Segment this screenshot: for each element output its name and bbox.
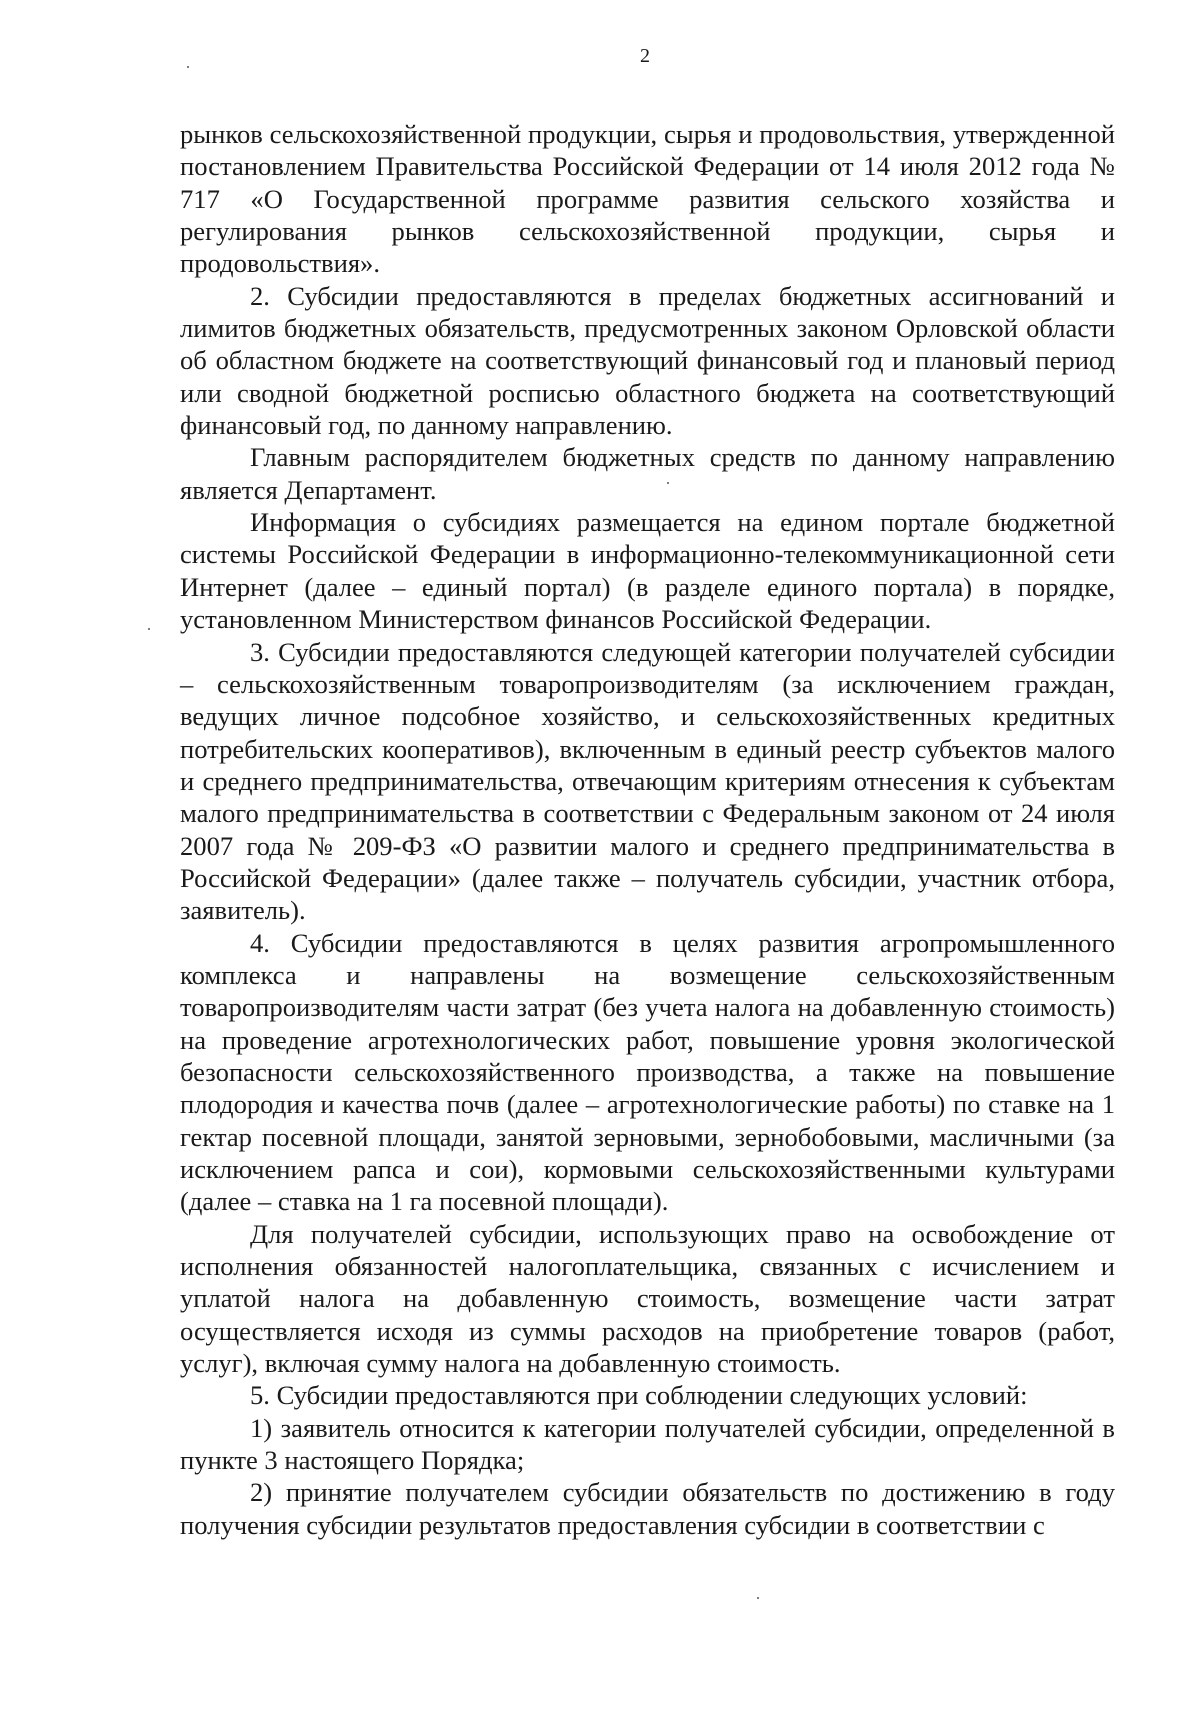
paragraph-continuation: рынков сельскохозяйственной продукции, сырья и продовольствия, утвержденной постановлением Правительства Российской Федерации от 14 июля 2012 года № 717 «О Государственной программе развития сельского хозяйства и регулирования рынков сельскохозяйственной продукции, сырья и продовольствия». [180,119,1115,279]
scan-speck [187,66,189,68]
scan-speck [667,482,669,484]
paragraph-item-5: 5. Субсидии предоставляются при соблюдении следующих условий: [250,1380,1028,1411]
scan-speck [148,628,150,630]
scan-speck [757,1597,759,1599]
document-body [180,118,1115,1541]
paragraph-item-3: 3. Субсидии предоставляются следующей категории получателей субсидии – сельскохозяйственным товаропроизводителям (за исключением граждан, ведущих личное подсобное хозяйство, и сельскохозяйственных кредитных потребительских кооперативов), включенным в единый реестр субъектов малого и среднего предпринимательства, отвечающим критериям отнесения к субъектам малого предпринимательства в соответствии с Федеральным законом от 24 июля 2007 года № 209-ФЗ «О развитии малого и среднего предпринимательства в Российской Федерации» (далее также – получатель субсидии, участник отбора, заявитель). [180,636,1115,926]
paragraph-condition-1: 1) заявитель относится к категории получателей субсидии, определенной в пункте 3 настоящего Порядка; [180,1412,1115,1476]
paragraph-portal-information: Информация о субсидиях размещается на едином портале бюджетной системы Российской Федерации в информационно-телекоммуникационной сети Интернет (далее – единый портал) (в разделе единого портала) в порядке, установленном Министерством финансов Российской Федерации. [180,507,1115,635]
paragraph-vat-exemption: Для получателей субсидии, использующих право на освобождение от исполнения обязанностей налогоплательщика, связанных с исчислением и уплатой налога на добавленную стоимость, возмещение части затрат осуществляется исходя из суммы расходов на приобретение товаров (работ, услуг), включая сумму налога на добавленную стоимость. [180,1218,1115,1379]
page-number: 2 [640,45,650,67]
paragraph-condition-2: 2) принятие получателем субсидии обязательств по достижению в году получения субсидии результатов предоставления субсидии в соответствии с [180,1477,1115,1540]
paragraph-main-administrator: Главным распорядителем бюджетных средств по данному направлению является Департамент. [180,442,1115,505]
paragraph-item-4: 4. Субсидии предоставляются в целях развития агропромышленного комплекса и направлены на возмещение сельскохозяйственным товаропроизводителям части затрат (без учета налога на добавленную стоимость) на проведение агротехнологических работ, повышение уровня экологической безопасности сельскохозяйственного производства, а также на повышение плодородия и качества почв (далее – агротехнологические работы) по ставке на 1 гектар посевной площади, занятой зерновыми, зернобобовыми, масличными (за исключением рапса и сои), кормовыми сельскохозяйственными культурами (далее – ставка на 1 га посевной площади). [180,927,1115,1217]
paragraph-item-2: 2. Субсидии предоставляются в пределах бюджетных ассигнований и лимитов бюджетных обязательств, предусмотренных законом Орловской области об областном бюджете на соответствующий финансовый год и плановый период или сводной бюджетной росписью областного бюджета на соответствующий финансовый год, по данному направлению. [180,280,1115,441]
